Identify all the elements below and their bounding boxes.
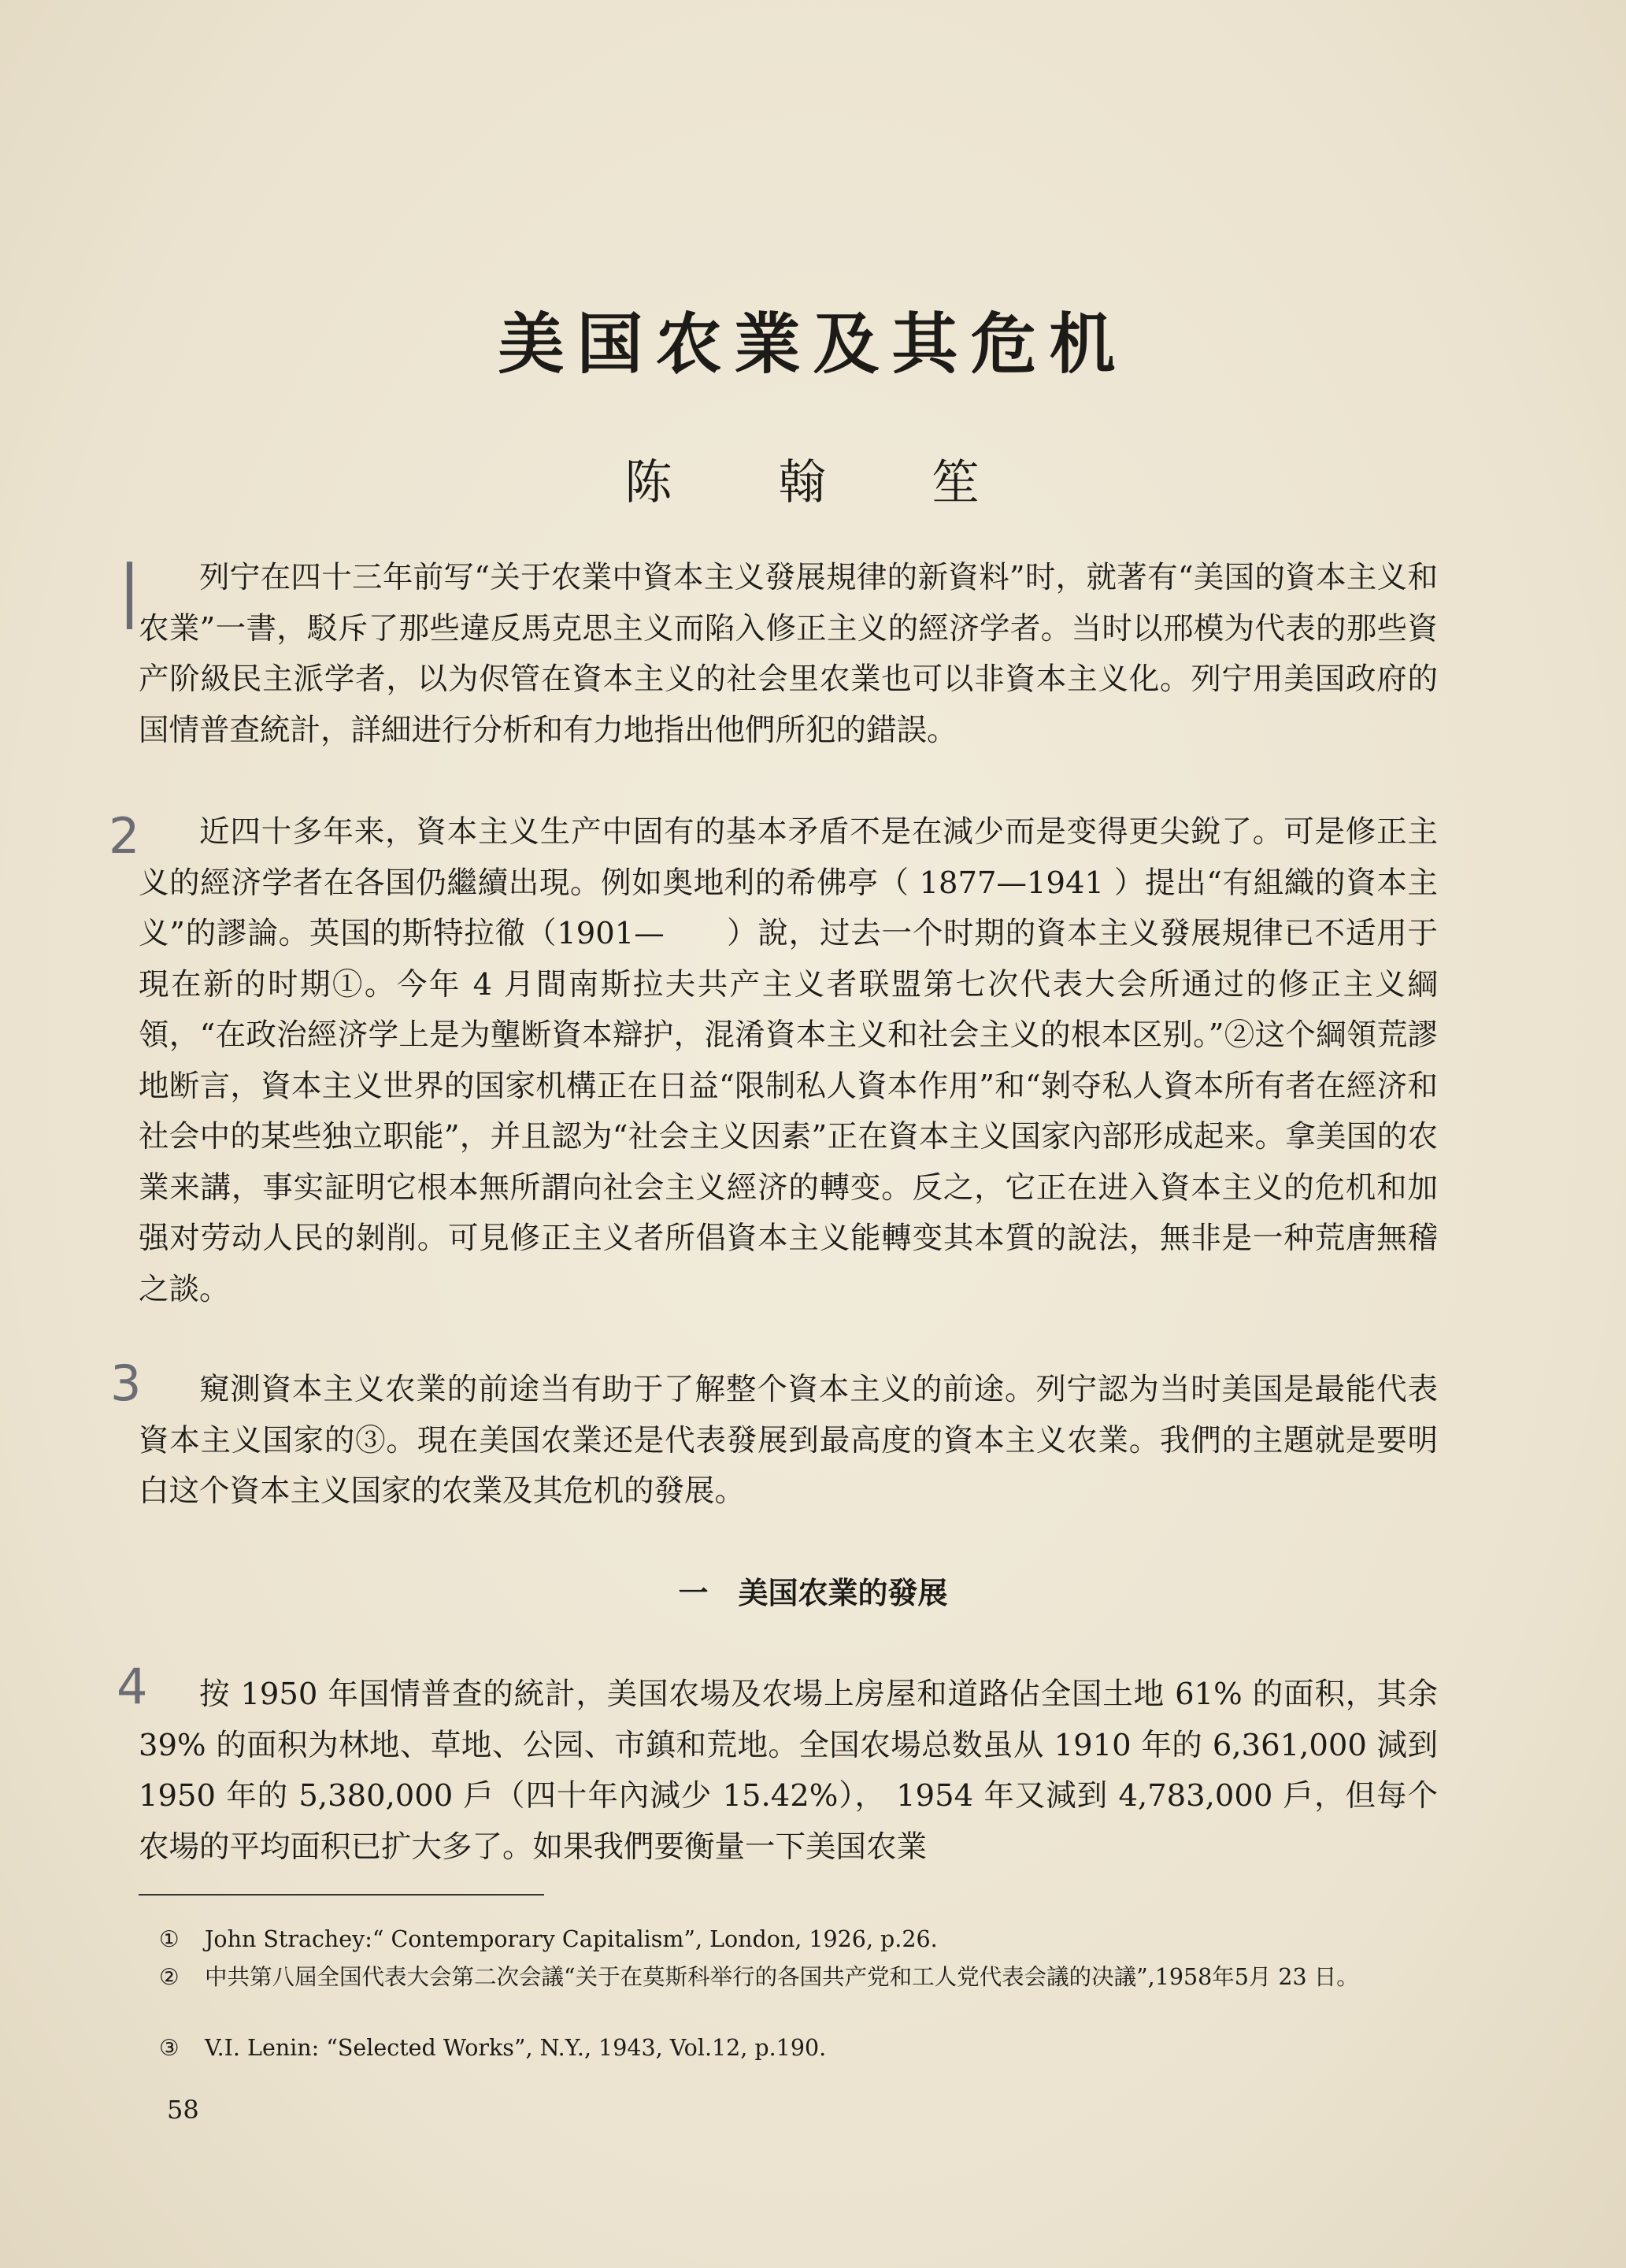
article-title: 美国农業及其危机 xyxy=(498,305,1128,383)
footnote-text: John Strachey:“ Contemporary Capitalism”, London, 1926, p.26. xyxy=(205,1926,938,1952)
page-number: 58 xyxy=(167,2095,199,2125)
footnote-1 xyxy=(159,1923,1441,1956)
paragraph-4: 按 1950 年国情普查的統計，美国农場及农場上房屋和道路佔全国土地 61% 的面积，其余 39% 的面积为林地、草地、公园、市鎮和荒地。全国农場总数虽从 1910 年的 6,361,000 減到 1950 年的 5,380,000 戶（四十年內減少 15.42%）， 1954 年又減到 4,783,000 戶，但每个农場的平均面积已扩大多了。如果我們要衡量一下美国农業 xyxy=(139,1677,1438,1865)
paragraph-2: 近四十多年来，資本主义生产中固有的基本矛盾不是在減少而是变得更尖銳了。可是修正主义的經济学者在各国仍繼續出現。例如奥地利的希佛亭（ 1877—1941 ）提出“有組織的資本主义”的謬論。英国的斯特拉徹（1901— ）說，过去一个时期的資本主义發展規律已不适用于現在新的时期①。今年 4 月間南斯拉夫共产主义者联盟第七次代表大会所通过的修正主义綱領，“在政治經济学上是为壟断資本辯护，混淆資本主义和社会主义的根本区别。”②这个綱領荒謬地断言，資本主义世界的国家机構正在日益“限制私人資本作用”和“剝夺私人資本所有者在經济和社会中的某些独立职能”，并且認为“社会主义因素”正在資本主义国家內部形成起来。拿美国的农業来講，事实証明它根本無所謂向社会主义經济的轉变。反之，它正在进入資本主义的危机和加强对劳动人民的剝削。可見修正主义者所倡資本主义能轉变其本質的說法，無非是一种荒唐無稽之談。 xyxy=(139,814,1438,1307)
footnote-text: 中共第八屆全国代表大会第二次会議“关于在莫斯科举行的各国共产党和工人党代表会議的决議”,1958年5月 23 日。 xyxy=(205,1964,1359,1990)
footnote-3 xyxy=(159,2032,1441,2065)
footnote-mark: ② xyxy=(159,1964,180,1990)
footnote-divider xyxy=(139,1894,544,1896)
margin-mark-3: 3 xyxy=(110,1354,142,1412)
margin-mark-4: 4 xyxy=(117,1658,148,1715)
margin-mark-1: | xyxy=(118,551,141,630)
footnote-mark: ③ xyxy=(159,2035,180,2061)
paragraph-3: 窺測資本主义农業的前途当有助于了解整个資本主义的前途。列宁認为当时美国是最能代表資本主义国家的③。現在美国农業还是代表發展到最高度的資本主义农業。我們的主題就是要明白这个資本主义国家的农業及其危机的發展。 xyxy=(139,1372,1438,1509)
footnote-2 xyxy=(159,1961,1441,1994)
footnote-mark: ① xyxy=(159,1926,180,1952)
margin-mark-2: 2 xyxy=(109,807,140,865)
section-heading: 一 美国农業的發展 xyxy=(678,1576,948,1610)
paragraph-1: 列宁在四十三年前写“关于农業中資本主义發展規律的新資料”时，就著有“美国的資本主义和农業”一書，駁斥了那些違反馬克思主义而陷入修正主义的經济学者。当时以邢模为代表的那些資产阶級民主派学者，以为侭管在資本主义的社会里农業也可以非資本主义化。列宁用美国政府的国情普查統計，詳細进行分析和有力地指出他們所犯的錯誤。 xyxy=(139,560,1438,748)
article-author: 陈 翰 笙 xyxy=(624,455,1025,510)
footnote-text: V.I. Lenin: “Selected Works”, N.Y., 1943, Vol.12, p.190. xyxy=(205,2035,827,2061)
